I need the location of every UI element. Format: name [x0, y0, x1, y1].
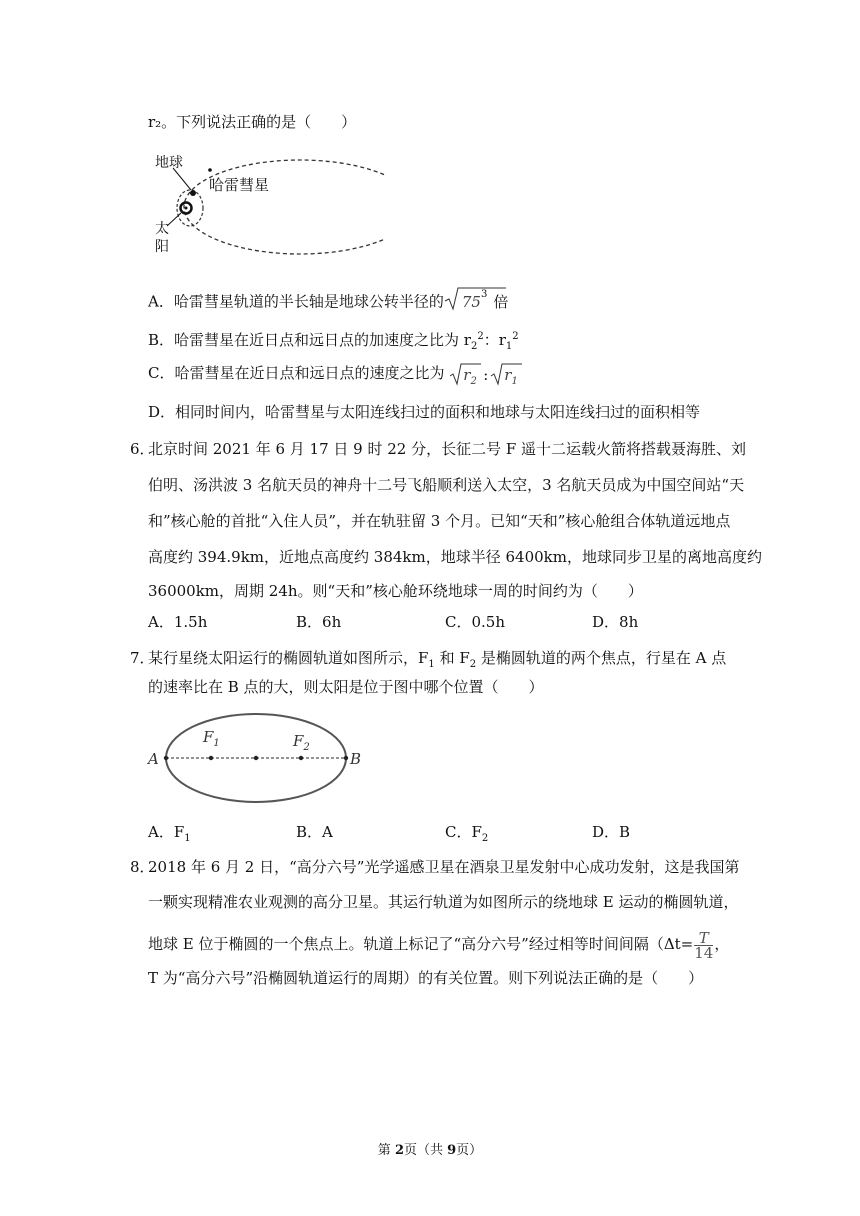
- q5-option-d: D．相同时间内，哈雷彗星与太阳连线扫过的面积和地球与太阳连线扫过的面积相等: [148, 403, 701, 421]
- q8-text-1: 2018 年 6 月 2 日，“高分六号”光学遥感卫星在酒泉卫星发射中心成功发射，这是我国第: [148, 858, 740, 876]
- q6-line-3: 和”核心舱的首批“入住人员”，并在轨驻留 3 个月。已知“天和”核心舱组合体轨道远地点: [148, 512, 731, 530]
- q8-line-2: 一颗实现精准农业观测的高分卫星。其运行轨道为如图所示的绕地球 E 运动的椭圆轨道，: [148, 893, 739, 911]
- q5-b-colon: ：r: [483, 331, 506, 349]
- point-f1: [209, 756, 213, 760]
- q5-option-b: [148, 327, 519, 357]
- label-sun-1: 太: [155, 221, 169, 237]
- label-sun-2: 阳: [155, 239, 169, 255]
- q7-number: 7．: [130, 649, 155, 667]
- q8-line-4: T 为“高分六号”沿椭圆轨道运行的周期）的有关位置。则下列说法正确的是（ ）: [148, 969, 704, 987]
- c-r2: $r_2$: [463, 366, 477, 387]
- comet-dot: [208, 168, 212, 172]
- q7-sub-2: 2: [469, 659, 477, 670]
- page-footer: 第 2页（共 9页）: [377, 1143, 483, 1158]
- q6-option-a: A．1.5h: [148, 613, 208, 631]
- label-f1: $F_1$: [203, 728, 220, 749]
- q5-option-b-text: B．哈雷彗星在近日点和远日点的加速度之比为 r: [148, 331, 471, 349]
- label-a: A: [148, 750, 159, 768]
- q5-option-a: [148, 286, 548, 319]
- q6-line-1: [130, 439, 746, 459]
- point-center: [254, 756, 258, 760]
- earth-dot: [190, 190, 196, 196]
- q6-line-4: 高度约 394.9km，近地点高度约 384km，地球半径 6400km，地球同步卫星的离地高度约: [148, 548, 762, 566]
- point-b: [344, 756, 348, 760]
- q5-option-a-text: A．哈雷彗星轨道的半长轴是地球公转半径的: [148, 292, 444, 311]
- q7-text-b: 和 F: [434, 649, 470, 667]
- c-r1: $r_1$: [504, 366, 518, 387]
- label-b: B: [350, 750, 362, 768]
- point-f2: [299, 756, 303, 760]
- q7-option-b: B．A: [296, 823, 333, 841]
- fraction-t-over-14: $\frac{T}{14}$: [694, 928, 714, 962]
- q7-sub-1: 1: [428, 659, 435, 670]
- q5-option-c-text: C．哈雷彗星在近日点和远日点的速度之比为: [148, 364, 445, 382]
- ellipse-foci-diagram: [148, 712, 378, 808]
- halley-orbit-figure: [145, 148, 385, 258]
- q7-text-c: 是椭圆轨道的两个焦点，行星在 A 点: [476, 649, 727, 667]
- q7-option-c: C．$F_2$: [445, 823, 489, 844]
- q5-b-sup1: 2: [477, 331, 484, 342]
- q5-option-c-ratio: [449, 361, 523, 387]
- ellipse-foci-figure: [148, 712, 378, 808]
- q8-text-3: 地球 E 位于椭圆的一个焦点上。轨道上标记了“高分六号”经过相等时间间隔（Δt=: [148, 935, 694, 953]
- sqrt-radicand: 75: [461, 292, 481, 311]
- q7-line-1: [130, 648, 726, 675]
- q8-number: 8．: [130, 858, 155, 876]
- label-f2: $F_2$: [293, 732, 310, 753]
- q5-b-sub1: 1: [505, 341, 513, 352]
- c-colon: :: [483, 366, 489, 384]
- q5-option-a-suffix: 倍: [493, 292, 509, 311]
- q8-line-3: [148, 930, 729, 960]
- q6-option-c: C．0.5h: [445, 613, 505, 631]
- label-earth: 地球: [155, 155, 183, 171]
- q7-option-a: A．$F_1$: [148, 823, 191, 844]
- label-halley: 哈雷彗星: [209, 176, 270, 194]
- q7-text-a: 某行星绕太阳运行的椭圆轨道如图所示，F: [148, 649, 429, 667]
- q6-text-1: 北京时间 2021 年 6 月 17 日 9 时 22 分，长征二号 F 遥十二运载火箭将搭载聂海胜、刘: [148, 440, 747, 458]
- q6-line-2: 伯明、汤洪波 3 名航天员的神舟十二号飞船顺利送入太空，3 名航天员成为中国空间站“天: [148, 476, 745, 494]
- q7-line-2: 的速率比在 B 点的大，则太阳是位于图中哪个位置（ ）: [148, 678, 544, 696]
- q6-option-d: D．8h: [592, 613, 639, 631]
- q8-line-1: [130, 857, 739, 877]
- q7-option-d: D．B: [592, 823, 631, 841]
- q6-number: 6．: [130, 440, 155, 458]
- sqrt-exponent: 3: [480, 288, 488, 300]
- q5-b-sup2: 2: [512, 331, 519, 342]
- q6-line-5: 36000km，周期 24h。则“天和”核心舱环绕地球一周的时间约为（ ）: [148, 582, 643, 600]
- q5-intro: r₂。下列说法正确的是（ ）: [148, 113, 357, 131]
- q5-b-sub2: 2: [470, 341, 478, 352]
- point-a: [164, 756, 168, 760]
- q8-text-3-tail: ，: [714, 935, 730, 953]
- q6-option-b: B．6h: [296, 613, 342, 631]
- q5-option-c: [148, 360, 523, 387]
- page-number: 2: [394, 1143, 404, 1158]
- page-total: 9: [447, 1143, 457, 1158]
